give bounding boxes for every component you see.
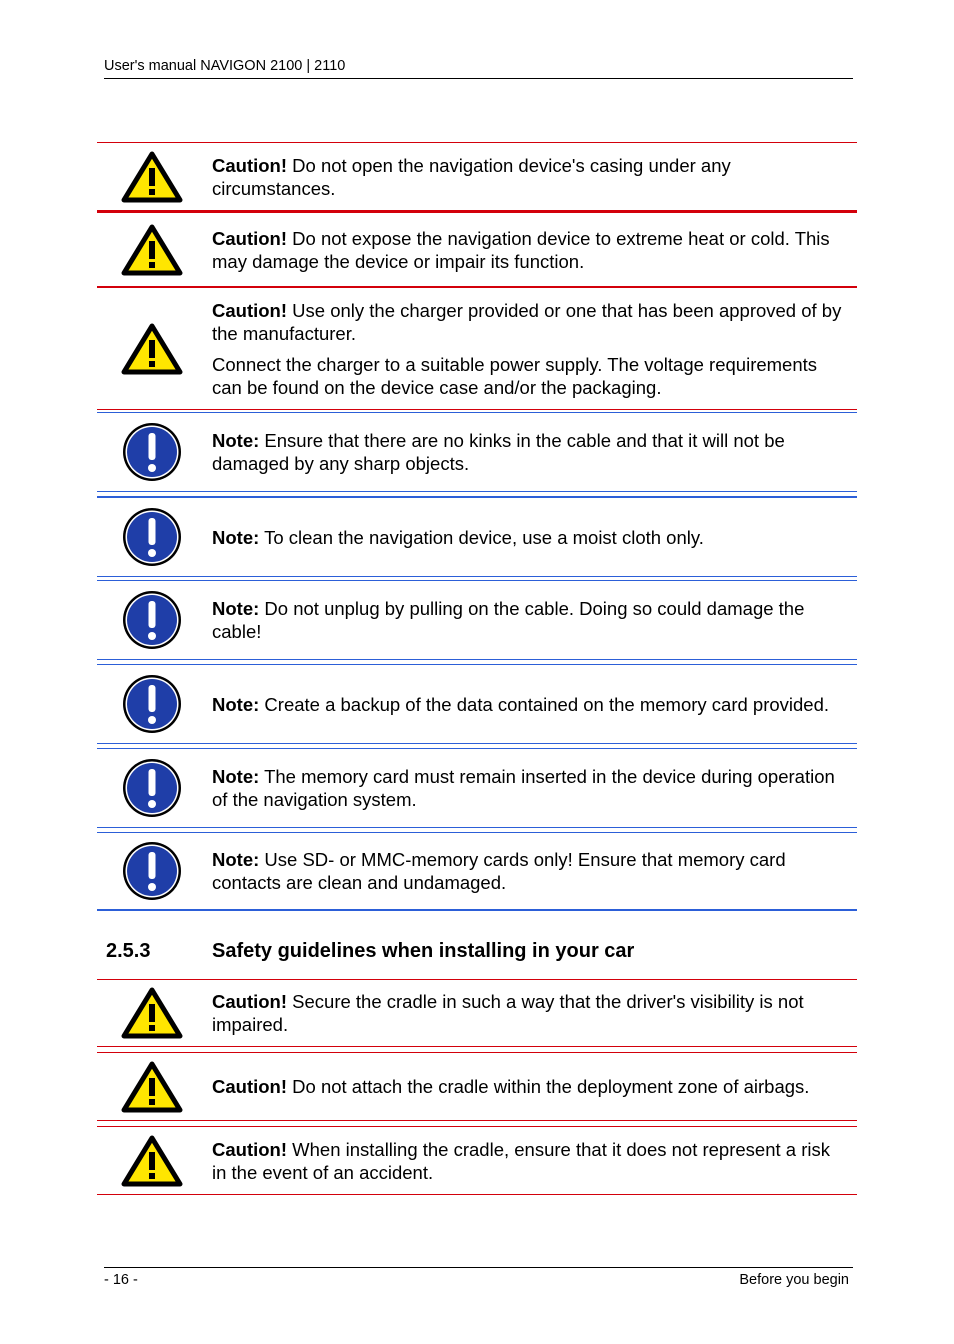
exclamation-circle-icon xyxy=(121,506,183,568)
section-number: 2.5.3 xyxy=(106,940,151,962)
note-block xyxy=(97,580,857,660)
note-message: Ensure that there are no kinks in the cable and that it will not be damaged by any sharp objects. xyxy=(212,430,785,474)
warning-triangle-icon xyxy=(121,987,183,1039)
caution-text xyxy=(212,1138,849,1184)
note-label: Note: xyxy=(212,430,260,451)
caution-text xyxy=(212,154,849,200)
page-footer xyxy=(104,1267,853,1289)
section-heading xyxy=(106,938,846,964)
caution-message: Use only the charger provided or one that has been approved of by the manufacturer. xyxy=(212,299,842,344)
exclamation-circle-icon xyxy=(121,757,183,819)
page-header xyxy=(104,57,853,79)
caution-message: Do not expose the navigation device to extreme heat or cold. This may damage the device or impair its function. xyxy=(212,227,830,272)
exclamation-circle-icon xyxy=(121,673,183,735)
caution-text xyxy=(212,299,849,345)
note-block xyxy=(97,496,857,577)
caution-block xyxy=(97,211,857,287)
warning-triangle-icon xyxy=(121,151,183,203)
note-block xyxy=(97,832,857,911)
note-message: Create a backup of the data contained on the memory card provided. xyxy=(259,693,830,715)
exclamation-circle-icon xyxy=(121,421,183,483)
warning-triangle-icon xyxy=(121,224,183,276)
caution-text xyxy=(212,1075,849,1098)
caution-label: Caution! xyxy=(212,299,288,321)
caution-label: Caution! xyxy=(212,1076,288,1097)
note-message: To clean the navigation device, use a moist cloth only. xyxy=(259,526,704,548)
manual-title: User's manual NAVIGON 2100 | 2110 xyxy=(104,58,346,74)
note-text xyxy=(212,429,849,475)
caution-label: Caution! xyxy=(212,227,288,249)
caution-block xyxy=(97,1052,857,1121)
page-number: - 16 - xyxy=(104,1272,138,1288)
note-message: Use SD- or MMC-memory cards only! Ensure that memory card contacts are clean and undamaged. xyxy=(212,849,786,893)
note-text xyxy=(212,848,849,894)
note-block xyxy=(97,412,857,492)
warning-triangle-icon xyxy=(121,323,183,375)
note-label: Note: xyxy=(212,693,260,715)
caution-message: Do not attach the cradle within the deployment zone of airbags. xyxy=(287,1076,810,1097)
note-text xyxy=(212,597,849,643)
note-text xyxy=(212,526,849,549)
caution-text-continued: Connect the charger to a suitable power supply. The voltage requirements can be found on the device case and/or the packaging. xyxy=(212,353,818,398)
caution-message: When installing the cradle, ensure that it does not represent a risk in the event of an accident. xyxy=(212,1138,830,1183)
caution-label: Caution! xyxy=(212,1138,288,1160)
note-label: Note: xyxy=(212,598,260,619)
caution-message: Do not open the navigation device's casing under any circumstances. xyxy=(212,154,731,199)
caution-block xyxy=(97,286,857,410)
note-label: Note: xyxy=(212,766,260,787)
note-message: Do not unplug by pulling on the cable. Doing so could damage the cable! xyxy=(212,598,805,642)
caution-text xyxy=(212,227,849,273)
note-block xyxy=(97,664,857,744)
note-text xyxy=(212,765,849,811)
warning-triangle-icon xyxy=(121,1061,183,1113)
caution-block xyxy=(97,1126,857,1195)
note-label: Note: xyxy=(212,526,260,548)
caution-block xyxy=(97,979,857,1047)
caution-label: Caution! xyxy=(212,991,288,1012)
exclamation-circle-icon xyxy=(121,840,183,902)
caution-label: Caution! xyxy=(212,154,288,176)
caution-text xyxy=(212,990,849,1036)
note-block xyxy=(97,748,857,828)
chapter-name: Before you begin xyxy=(739,1272,849,1288)
caution-block xyxy=(97,142,857,211)
note-label: Note: xyxy=(212,849,260,870)
exclamation-circle-icon xyxy=(121,589,183,651)
section-title: Safety guidelines when installing in your car xyxy=(212,940,635,962)
note-text xyxy=(212,693,849,716)
caution-message: Secure the cradle in such a way that the driver's visibility is not impaired. xyxy=(212,991,804,1035)
warning-triangle-icon xyxy=(121,1135,183,1187)
note-message: The memory card must remain inserted in the device during operation of the navigation system. xyxy=(212,766,835,810)
